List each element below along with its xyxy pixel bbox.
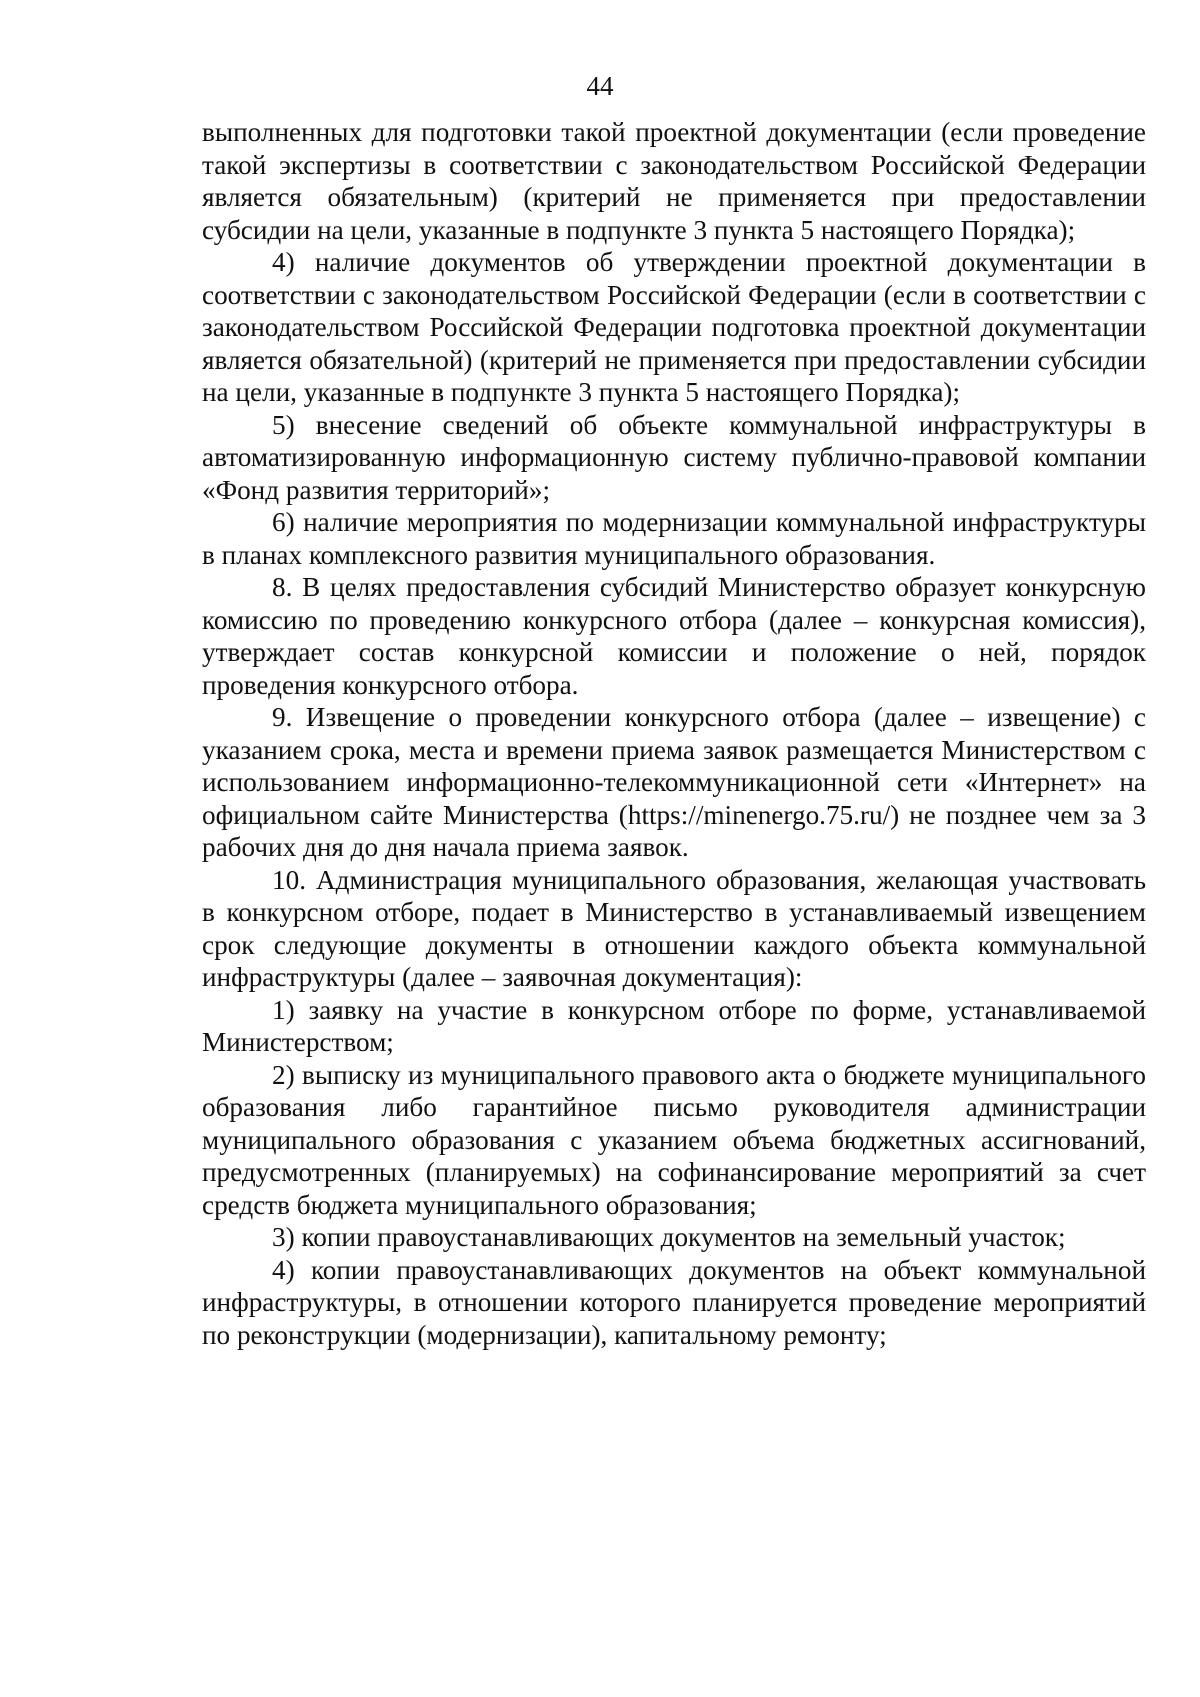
- paragraph-doc-item-2: 2) выписку из муниципального правового акта о бюджете муниципального образования либо гарантийное письмо руководителя администрации муниципального образования с указанием объема бюджетных ассигнований, предусмотренных (планируемых) на софинансирование мероприятий за счет средств бюджета муниципального образования;: [202, 1059, 1146, 1220]
- paragraph-item-4-criteria: 4) наличие документов об утверждении проектной документации в соответствии с законодательством Российской Федерации (если в соответствии с законодательством Российской Федерации подготовка проектной документации является обязательной) (критерий не применяется при предоставлении субсидии на цели, указанные в подпункте 3 пункта 5 настоящего Порядка);: [202, 247, 1146, 407]
- paragraph-doc-item-1: 1) заявку на участие в конкурсном отборе по форме, устанавливаемой Министерством;: [202, 994, 1146, 1057]
- paragraph-section-8: 8. В целях предоставления субсидий Министерство образует конкурсную комиссию по проведению конкурсного отбора (далее – конкурсная комиссия), утверждает состав конкурсной комиссии и положение о ней, порядок проведения конкурсного отбора.: [202, 572, 1146, 700]
- paragraph-doc-item-3: 3) копии правоустанавливающих документов на земельный участок;: [272, 1222, 1066, 1252]
- paragraph-item-5-criteria: 5) внесение сведений об объекте коммунальной инфраструктуры в автоматизированную информационную систему публично-правовой компании «Фонд развития территорий»;: [202, 409, 1146, 505]
- page-number: 44: [586, 71, 614, 101]
- paragraph-section-9: 9. Извещение о проведении конкурсного отбора (далее – извещение) с указанием срока, места и времени приема заявок размещается Министерством с использованием информационно-телекоммуникационной сети «Интернет» на официальном сайте Министерства (https://minenergo.75.ru/) не позднее чем за 3 рабочих дня до дня начала приема заявок.: [202, 702, 1146, 862]
- paragraph-section-10: 10. Администрация муниципального образования, желающая участвовать в конкурсном отборе, подает в Министерство в устанавливаемый извещением срок следующие документы в отношении каждого объекта коммунальной инфраструктуры (далее – заявочная документация):: [202, 864, 1146, 992]
- paragraph-continuation: выполненных для подготовки такой проектной документации (если проведение такой экспертизы в соответствии с законодательством Российской Федерации является обязательным) (критерий не применяется при предоставлении субсидии на цели, указанные в подпункте 3 пункта 5 настоящего Порядка);: [202, 117, 1146, 245]
- paragraph-item-6-criteria: 6) наличие мероприятия по модернизации коммунальной инфраструктуры в планах комплексного развития муниципального образования.: [202, 507, 1146, 570]
- document-body: [202, 116, 1146, 1351]
- paragraph-doc-item-4: 4) копии правоустанавливающих документов на объект коммунальной инфраструктуры, в отношении которого планируется проведение мероприятий по реконструкции (модернизации), капитальному ремонту;: [202, 1254, 1146, 1350]
